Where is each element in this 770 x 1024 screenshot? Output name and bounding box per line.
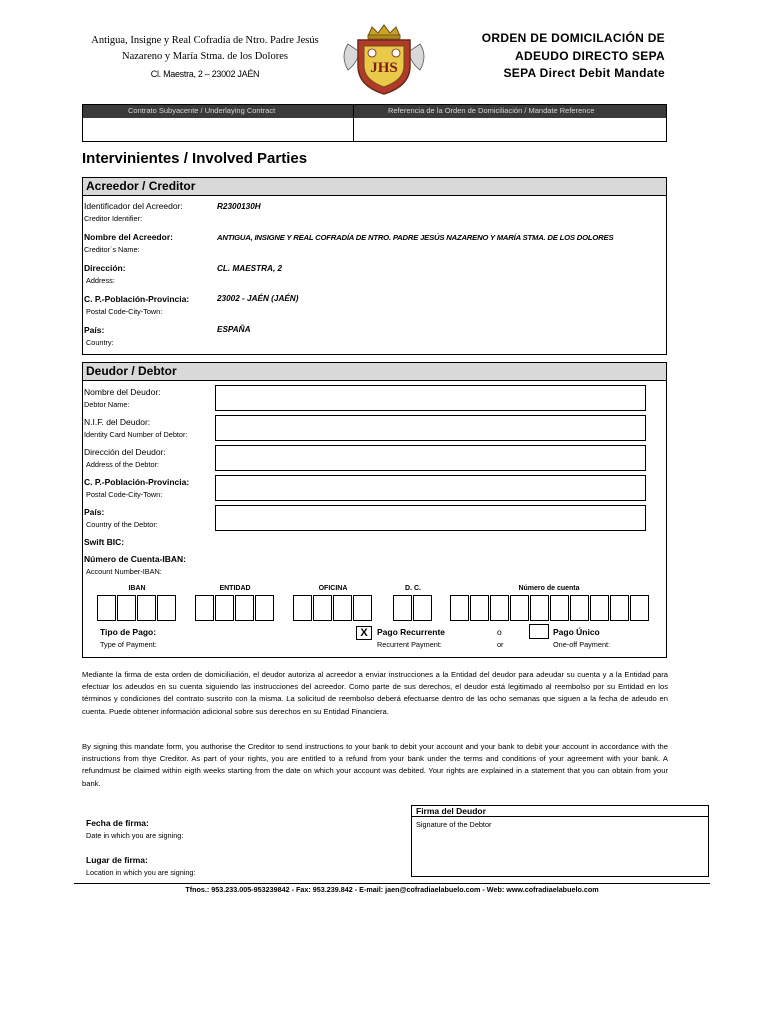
- account-cuenta-digit-cell[interactable]: [530, 595, 549, 621]
- title-line-3: SEPA Direct Debit Mandate: [503, 66, 665, 80]
- creditor-name-label: Nombre del Acreedor:: [84, 232, 173, 242]
- debtor-nif-label: N.I.F. del Deudor:: [84, 417, 151, 427]
- creditor-id-label: Identificador del Acreedor:: [84, 201, 183, 211]
- signing-date-label: Fecha de firma:: [86, 818, 149, 828]
- organization-name: [70, 33, 340, 65]
- account-oficina-digit-cell[interactable]: [313, 595, 332, 621]
- creditor-address-value: CL. MAESTRA, 2: [217, 264, 283, 273]
- col-entidad: ENTIDAD: [219, 585, 251, 592]
- account-iban-sub: Account Number-IBAN:: [86, 567, 162, 576]
- account-iban-digit-cell[interactable]: [137, 595, 156, 621]
- account-oficina-digit-cell[interactable]: [333, 595, 352, 621]
- mandate-title: [482, 30, 665, 83]
- account-dc-digit-cell[interactable]: [413, 595, 432, 621]
- payment-type-sub: Type of Payment:: [100, 640, 157, 649]
- org-line-1: Antigua, Insigne y Real Cofradía de Ntro. Padre Jesús: [91, 35, 319, 46]
- signature-box-label: Firma del Deudor: [416, 806, 486, 816]
- oneoff-payment-label: Pago Único: [553, 627, 600, 637]
- debtor-nif-sub: Identity Card Number of Debtor:: [84, 430, 188, 439]
- col-numero-cuenta: Número de cuenta: [518, 585, 580, 592]
- col-oficina: OFICINA: [318, 585, 348, 592]
- oneoff-payment-sub: One-off Payment:: [553, 640, 611, 649]
- org-line-2: Nazareno y María Stma. de los Dolores: [122, 51, 288, 62]
- involved-parties-title: Intervinientes / Involved Parties: [82, 150, 308, 167]
- oneoff-payment-checkbox[interactable]: [529, 624, 549, 639]
- account-cuenta-digit-cell[interactable]: [590, 595, 609, 621]
- recurrent-payment-label: Pago Recurrente: [377, 627, 446, 637]
- underlying-contract-label: Contrato Subyacente / Underlaying Contract: [128, 106, 276, 115]
- creditor-country-label: País:: [84, 325, 105, 335]
- creditor-heading: [83, 178, 666, 196]
- underlying-contract-field[interactable]: [85, 120, 351, 140]
- debtor-country-input[interactable]: [215, 505, 646, 531]
- account-iban-digit-cell[interactable]: [117, 595, 136, 621]
- org-address: Cl. Maestra, 2 – 23002 JAÉN: [150, 69, 260, 79]
- contract-reference-table: [82, 104, 667, 142]
- account-iban-digit-cell[interactable]: [157, 595, 176, 621]
- debtor-postal-label: C. P.-Población-Provincia:: [84, 477, 190, 487]
- signing-place-sub: Location in which you are signing:: [86, 868, 196, 877]
- debtor-address-input[interactable]: [215, 445, 646, 471]
- or-spanish: o: [497, 627, 502, 637]
- account-entidad-digit-cell[interactable]: [255, 595, 274, 621]
- mandate-reference-field[interactable]: [357, 120, 664, 140]
- footer-rule: [74, 883, 710, 884]
- payment-type-label: Tipo de Pago:: [100, 627, 157, 637]
- account-cuenta-digit-cell[interactable]: [490, 595, 509, 621]
- signing-place-label: Lugar de firma:: [86, 855, 148, 865]
- debtor-postal-input[interactable]: [215, 475, 646, 501]
- debtor-name-label: Nombre del Deudor:: [84, 387, 161, 397]
- account-iban-label: Número de Cuenta-IBAN:: [84, 554, 187, 564]
- debtor-name-input[interactable]: [215, 385, 646, 411]
- account-cuenta-digit-cell[interactable]: [450, 595, 469, 621]
- title-line-1: ORDEN DE DOMICILACIÓN DE: [481, 31, 665, 45]
- footer-contact: Tfnos.: 953.233.005-953239842 - Fax: 953.239.842 - E-mail: jaen@cofradiaelabuelo.com - Web: www.cofradiaelabuelo.com: [185, 885, 599, 894]
- creditor-id-sub: Creditor Identifier:: [84, 214, 142, 223]
- legal-text-english: By signing this mandate form, you authorise the Creditor to send instructions to your bank to debit your account and your bank to debit your account in accordance with the instructions from thye Creditor. As part of your rights, you are entitled to a refund from your bank under the terms and conditions of your agreement with your bank. A refundmust be claimed within eigth weeks starting from the date on which your account was debited. Your rights are explained in a statement that you can obtain from your bank.: [82, 742, 668, 788]
- recurrent-payment-sub: Recurrent Payment:: [377, 640, 442, 649]
- creditor-country-sub: Country:: [86, 338, 114, 347]
- account-cuenta-digit-cell[interactable]: [510, 595, 529, 621]
- col-dc: D. C.: [405, 585, 421, 592]
- creditor-name-value: ANTIGUA, INSIGNE Y REAL COFRADÍA DE NTRO. PADRE JESÚS NAZARENO Y MARÍA STMA. DE LOS DOLORES: [217, 233, 614, 242]
- title-line-2: ADEUDO DIRECTO SEPA: [515, 48, 665, 63]
- debtor-address-sub: Address of the Debtor:: [86, 460, 160, 469]
- account-dc-digit-cell[interactable]: [393, 595, 412, 621]
- debtor-country-sub: Country of the Debtor:: [86, 520, 158, 529]
- creditor-postal-value: 23002 - JAÉN (JAÉN): [217, 294, 299, 303]
- account-cuenta-digit-cell[interactable]: [610, 595, 629, 621]
- recurrent-payment-checkbox[interactable]: X: [356, 626, 372, 640]
- account-cuenta-digit-cell[interactable]: [470, 595, 489, 621]
- signing-date-field[interactable]: [200, 818, 400, 840]
- contract-divider: [353, 105, 354, 141]
- cofradia-crest-logo: [338, 22, 430, 98]
- account-cuenta-digit-cell[interactable]: [550, 595, 569, 621]
- or-english: or: [497, 640, 504, 649]
- crest-monogram: JHS: [370, 60, 398, 76]
- creditor-address-label: Dirección:: [84, 263, 126, 273]
- debtor-nif-input[interactable]: [215, 415, 646, 441]
- legal-text-spanish: Mediante la firma de esta orden de domiciliación, el deudor autoriza al acreedor a enviar instrucciones a la Entidad del deudor para adeudar su cuenta y a la Entidad para efectuar los adeudos en su cuenta siguiendo las instrucciones del acreedor. Como parte de sus derechos, el deudor está legitimado al reembolso por su Entidad en los términos y condiciones del contrato suscrito con la misma. La solicitud de reembolso deberá efectuarse dentro de las ocho semanas que siguen a la fecha de adeudo en cuenta. Puede obtener información adicional sobre sus derechos en su Entidad Financiera.: [82, 670, 668, 716]
- signature-box-sub: Signature of the Debtor: [416, 820, 492, 829]
- swift-bic-label: Swift BIC:: [84, 537, 125, 547]
- account-entidad-digit-cell[interactable]: [215, 595, 234, 621]
- debtor-heading: [83, 363, 666, 381]
- debtor-heading-text: Deudor / Debtor: [86, 364, 177, 378]
- creditor-postal-sub: Postal Code-City-Town:: [86, 307, 163, 316]
- debtor-country-label: País:: [84, 507, 105, 517]
- creditor-postal-label: C. P.-Población-Provincia:: [84, 294, 190, 304]
- account-cuenta-digit-cell[interactable]: [570, 595, 589, 621]
- account-entidad-digit-cell[interactable]: [195, 595, 214, 621]
- creditor-id-value: R2300130H: [217, 202, 261, 211]
- signing-place-field[interactable]: [200, 855, 400, 877]
- col-iban: IBAN: [128, 585, 146, 592]
- debtor-name-sub: Debtor Name:: [84, 400, 130, 409]
- signature-box-divider: [411, 816, 709, 817]
- debtor-address-label: Dirección del Deudor:: [84, 447, 166, 457]
- account-oficina-digit-cell[interactable]: [353, 595, 372, 621]
- creditor-country-value: ESPAÑA: [217, 325, 251, 334]
- creditor-address-sub: Address:: [86, 276, 115, 285]
- signing-date-sub: Date in which you are signing:: [86, 831, 184, 840]
- mandate-reference-label: Referencia de la Orden de Domiciliación / Mandate Reference: [388, 106, 595, 115]
- creditor-name-sub: Creditor´s Name:: [84, 245, 140, 254]
- creditor-heading-text: Acreedor / Creditor: [86, 179, 196, 193]
- account-entidad-digit-cell[interactable]: [235, 595, 254, 621]
- debtor-postal-sub: Postal Code-City-Town:: [86, 490, 163, 499]
- account-iban-digit-cell[interactable]: [97, 595, 116, 621]
- account-cuenta-digit-cell[interactable]: [630, 595, 649, 621]
- account-oficina-digit-cell[interactable]: [293, 595, 312, 621]
